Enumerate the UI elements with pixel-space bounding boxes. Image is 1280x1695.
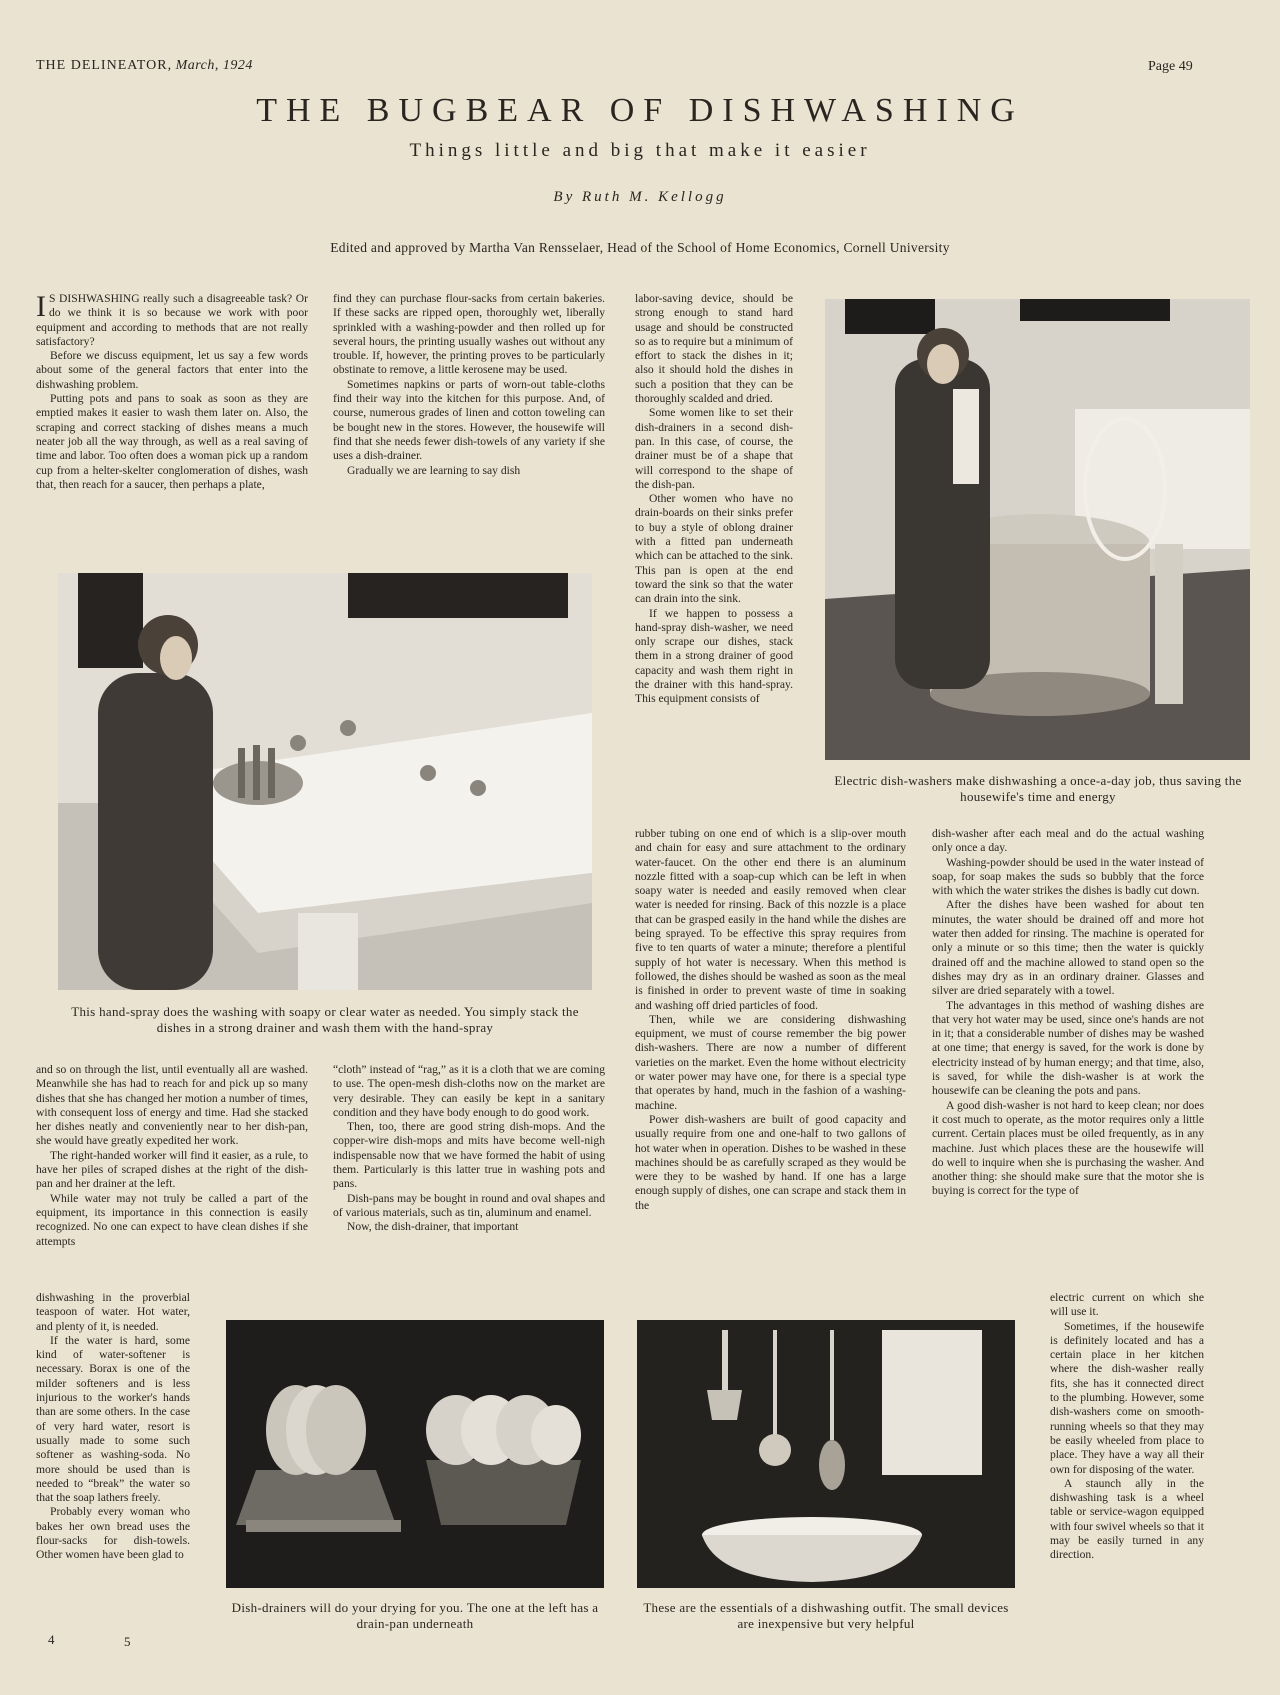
body-column-7 bbox=[36, 1063, 308, 1289]
paragraph: If the water is hard, some kind of water-softener is necessary. Borax is one of the milder softeners and is less injurious to the worker's hands than are some others. In the case of very hard water, resort is usually made to some such softener as washing-soda. No more should be used than is needed to “break” the water so that the soap lathers freely. bbox=[36, 1333, 190, 1505]
body-column-6 bbox=[1050, 1291, 1204, 1631]
paragraph: Gradually we are learning to say dish bbox=[347, 463, 521, 477]
paragraph: Dish-pans may be bought in round and oval shapes and of various materials, such as tin, aluminum and enamel. bbox=[333, 1191, 605, 1219]
paragraph: dishwashing in the proverbial teaspoon of water. Hot water, and plenty of it, is needed. bbox=[36, 1291, 190, 1333]
article-subtitle: Things little and big that make it easier bbox=[409, 140, 871, 161]
electric-dishwasher-photo bbox=[825, 299, 1250, 760]
paragraph: and so on through the list, until eventually all are washed. Meanwhile she has had to reach for and pick up so many dishes that she has changed her motion a number of times, with consequent loss of energy and time. Had she stacked her dishes neatly and conveniently near to her dish-pan, she would have greatly expedited her work. bbox=[36, 1063, 308, 1148]
body-column-8 bbox=[36, 1291, 190, 1631]
dishwashing-essentials-photo bbox=[637, 1320, 1015, 1588]
paragraph: Washing-powder should be used in the water instead of soap, for soap makes the suds so bubbly that the force with which the water strikes the dishes is badly cut down. bbox=[932, 855, 1204, 898]
body-column-9 bbox=[333, 1063, 605, 1289]
body-column-2 bbox=[333, 292, 605, 548]
paragraph: Probably every woman who bakes her own bread uses the flour-sacks for dish-towels. Other women have been glad to bbox=[36, 1505, 190, 1562]
drop-cap: I bbox=[36, 292, 46, 323]
paragraph: Then, while we are considering dishwashing equipment, we must of course remember the big power dish-washers. There are now a number of different varieties on the market. Even the home without electricity or water power may have one, for there is a special type that operates by hand, much in the fashion of a washing-machine. bbox=[635, 1012, 906, 1112]
paragraph: S DISHWASHING really such a disagreeable task? Or do we think it is so because we work with poor equipment and according to methods that are not really satisfactory? bbox=[36, 292, 308, 348]
paragraph: electric current on which she will use it. bbox=[1050, 1291, 1204, 1319]
caption-dish-drainers: Dish-drainers will do your drying for you. The one at the left has a drain-pan underneath bbox=[231, 1600, 599, 1631]
page-number: Page 49 bbox=[1148, 59, 1193, 74]
paragraph: The advantages in this method of washing dishes are that very hot water may be used, since one's hands are not in it; that a considerable number of dishes may be washed at one time; that energy is saved, for the work is done by electricity instead of by human energy; and that time, also, is saved, for while the dish-washer is at work the housewife can be cleaning the pots and pans. bbox=[932, 998, 1204, 1098]
paragraph: rubber tubing on one end of which is a slip-over mouth and chain for easy and sure attachment to the ordinary water-faucet. On the other end there is an aluminum nozzle fitted with a soap-cup which can be left in when soapy water is needed and easily removed when clear water is needed for rinsing. Back of this nozzle is a place that can be grasped easily in the hand while the dishes are being sprayed. To be effective this spray requires from five to ten quarts of water a minute; therefore a plentiful supply of hot water is necessary. When this method is followed, the dishes should be washed as soon as the meal is finished in order to prevent waste of time in soaking and washing off dried particles of food. bbox=[635, 827, 906, 1012]
edited-note: Edited and approved by Martha Van Rensselaer, Head of the School of Home Economics, Cornell University bbox=[330, 240, 950, 255]
paragraph: find they can purchase flour-sacks from certain bakeries. If these sacks are ripped open, thoroughly wet, liberally sprinkled with a washing-powder and then rolled up for several hours, the printing usually washes out without any trouble. If, however, the printing proves to be particularly obstinate to remove, a little kerosene may be used. bbox=[333, 292, 605, 377]
dishwashing-essentials-illustration bbox=[637, 1320, 1015, 1588]
dish-drainers-illustration bbox=[226, 1320, 604, 1588]
body-column-1 bbox=[36, 292, 308, 548]
paragraph: A staunch ally in the dishwashing task is a wheel table or service-wagon equipped with four swivel wheels so that it may be easily turned in any direction. bbox=[1050, 1476, 1204, 1562]
magazine-name: THE DELINEATOR bbox=[36, 58, 168, 73]
issue-date: , March, 1924 bbox=[167, 58, 253, 73]
body-column-3 bbox=[635, 292, 793, 826]
caption-electric-dishwasher: Electric dish-washers make dishwashing a once-a-day job, thus saving the housewife's time and energy bbox=[834, 773, 1242, 804]
paragraph: If we happen to possess a hand-spray dish-washer, we need only scrape our dishes, stack them in a strong drainer of good capacity and wash them right in the drainer with this hand-spray. This equipment consists of bbox=[635, 606, 793, 706]
paragraph: “cloth” instead of “rag,” as it is a cloth that we are coming to use. The open-mesh dish-cloths now on the market are very desirable. They can easily be kept in a sanitary condition and they have body enough to do good work. bbox=[333, 1063, 605, 1119]
dish-drainers-photo bbox=[226, 1320, 604, 1588]
body-column-5 bbox=[932, 827, 1204, 1290]
paragraph: Putting pots and pans to soak as soon as they are emptied makes it easier to wash them later on. Also, the scraping and correct stacking of dishes means a much neater job all the way through, as well as a real saving of time and labor. Too often does a woman pick up a random cup from a helter-skelter conglomeration of dishes, wash that, then reach for a saucer, then perhaps a plate, bbox=[36, 392, 308, 491]
hand-spray-photo bbox=[58, 573, 592, 990]
paragraph: While water may not truly be called a part of the equipment, its importance in this connection is easily recognized. No one can expect to have clean dishes if she attempts bbox=[36, 1191, 308, 1248]
running-header bbox=[36, 58, 253, 74]
folio-left: 4 bbox=[48, 1632, 55, 1647]
paragraph: The right-handed worker will find it easier, as a rule, to have her piles of scraped dishes at the right of the dish-pan and her drainer at the left. bbox=[36, 1148, 308, 1191]
electric-dishwasher-illustration bbox=[825, 299, 1250, 760]
paragraph: Other women who have no drain-boards on their sinks prefer to buy a style of oblong drainer with a fitted pan underneath which can be attached to the sink. This pan is open at the end toward the sink so that the water can drain into the sink. bbox=[635, 492, 793, 606]
caption-essentials: These are the essentials of a dishwashing outfit. The small devices are inexpensive but very helpful bbox=[643, 1600, 1009, 1631]
byline: By Ruth M. Kellogg bbox=[553, 189, 727, 205]
paragraph: Sometimes, if the housewife is definitely located and has a certain place in her kitchen where the dish-washer really fits, she has it connected direct to the plumbing. However, some dish-washers come on smooth-running wheels so that they may be easily wheeled from place to place. They have a way all their own for disposing of the water. bbox=[1050, 1319, 1204, 1476]
paragraph: A good dish-washer is not hard to keep clean; nor does it cost much to operate, as the motor requires only a little current. Certain places must be oiled frequently, as in any machine. Just which places these are the housewife will do well to inquire when she is purchasing the washer. And another thing: she should make sure that the motor she is buying is correct for the type of bbox=[932, 1098, 1204, 1198]
body-column-4 bbox=[635, 827, 906, 1290]
folio-right: 5 bbox=[124, 1634, 131, 1649]
paragraph: Sometimes napkins or parts of worn-out table-cloths find their way into the kitchen for this purpose. And, of course, numerous grades of linen and cotton toweling can be bought new in the stores. However, the housewife will find that she needs fewer dish-towels of any variety if she uses a dish-drainer. bbox=[333, 377, 605, 463]
paragraph: Now, the dish-drainer, that important bbox=[347, 1220, 519, 1234]
paragraph: dish-washer after each meal and do the actual washing only once a day. bbox=[932, 827, 1204, 855]
paragraph: After the dishes have been washed for about ten minutes, the water should be drained off and more hot water then added for rinsing. The machine is operated for only a minute or so this time; then the water is quickly drained off and the machine allowed to stand open so the dishes may dry as in an ordinary drainer. Glasses and silver are dried separately with a towel. bbox=[932, 898, 1204, 998]
paragraph: labor-saving device, should be strong enough to stand hard usage and should be constructed so as to require but a minimum of effort to stack the dishes in it; also it should hold the dishes in such a position that they can be thoroughly scalded and dried. bbox=[635, 292, 793, 406]
paragraph: Then, too, there are good string dish-mops. And the copper-wire dish-mops and mits have become well-nigh indispensable now that we have formed the habit of using them. Particularly is this latter true in washing pots and pans. bbox=[333, 1120, 605, 1191]
hand-spray-illustration bbox=[58, 573, 592, 990]
article-title: THE BUGBEAR OF DISHWASHING bbox=[256, 92, 1024, 129]
paragraph: Before we discuss equipment, let us say a few words about some of the general factors that enter into the dishwashing problem. bbox=[36, 349, 308, 391]
paragraph: Some women like to set their dish-drainers in a second dish-pan. In this case, of course, the drainer must be of a shape that will correspond to the shape of the dish-pan. bbox=[635, 406, 793, 491]
paragraph: Power dish-washers are built of good capacity and usually require from one and one-half to two gallons of hot water when in operation. Dishes to be washed in these machines should be as carefully scraped as they would be were they to be washed by hand. If one has a large enough supply of dishes, one can scrape and stack them in the bbox=[635, 1112, 906, 1212]
caption-hand-spray: This hand-spray does the washing with soapy or clear water as needed. You simply stack the dishes in a strong drainer and wash them with the hand-spray bbox=[71, 1004, 579, 1035]
